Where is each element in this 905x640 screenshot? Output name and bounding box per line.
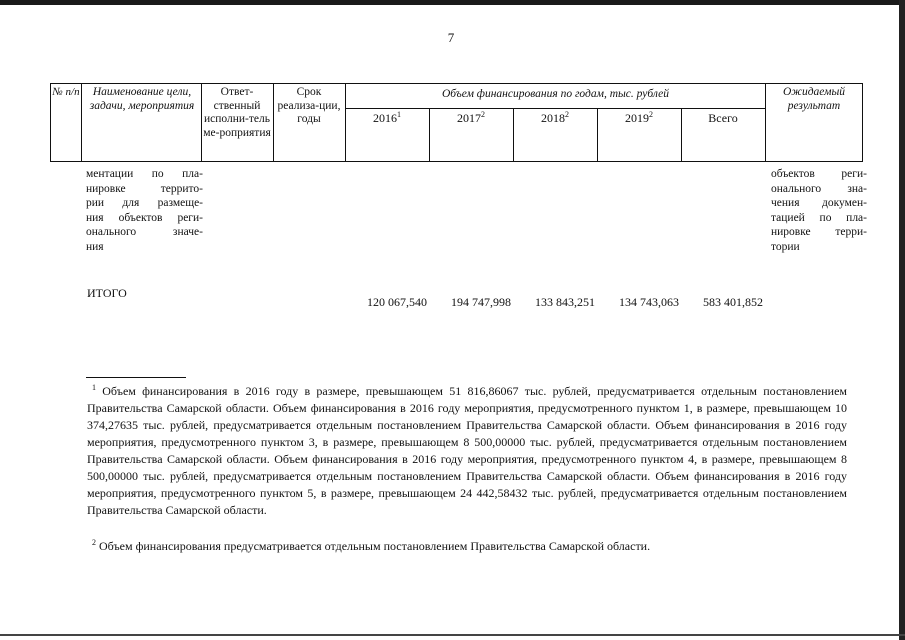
- footnote-1: [87, 383, 847, 519]
- col-divider: [81, 83, 82, 161]
- itogo-value-2017: 194 747,998: [451, 295, 511, 309]
- text-line: нировке террито-: [86, 182, 203, 195]
- header-result: Ожидаемый результат: [782, 86, 845, 112]
- text-line: тацией по пла-: [771, 211, 867, 224]
- text-line: ния объектов реги-: [86, 211, 203, 224]
- header-term: Срок реализа-ции, годы: [277, 86, 341, 125]
- col-divider: [201, 83, 202, 161]
- itogo-value-2018: 133 843,251: [535, 295, 595, 309]
- header-year-2018: 2018$^2$: [541, 110, 569, 125]
- footnote-marker: 2: [92, 538, 96, 547]
- header-year-2019: 2019$^2$: [625, 110, 653, 125]
- itogo-value-2019: 134 743,063: [619, 295, 679, 309]
- text-line: тории: [771, 240, 800, 253]
- footnote-marker: 1: [92, 383, 96, 392]
- text-line: онального зна-: [771, 182, 867, 195]
- text-line: ния: [86, 240, 104, 253]
- header-year-2017: 2017$^2$: [457, 110, 485, 125]
- footnote-text: Объем финансирования в 2016 году в размере, превышающем 51 816,86067 тыс. рублей, предусматривается отдельным постановлением Правительства Самарской области. Объем финансирования в 2016 году мероприятия, предусмотренного пунктом 1, в размере, превышающем 10 374,27635 тыс. рублей, предусматривается отдельным постановлением Правительства Самарской области. Объем финансирования в 2016 году мероприятия, предусмотренного пунктом 3, в размере, превышающем 8 500,00000 тыс. рублей, предусматривается отдельным постановлением Правительства Самарской области. Объем финансирования в 2016 году мероприятия, предусмотренного пунктом 4, в размере, превышающем 8 500,00000 тыс. рублей, предусматривается отдельным постановлением Правительства Самарской области. Объем финансирования в 2016 году мероприятия, предусмотренного пунктом 5, в размере, превышающем 24 442,58432 тыс. рублей, предусматривается отдельным постановлением Правительства Самарской области.: [87, 384, 848, 517]
- text-line: объектов реги-: [771, 168, 867, 180]
- continued-name-cell: [86, 167, 203, 255]
- col-divider: [862, 83, 863, 161]
- footnote-text: Объем финансирования предусматривается отдельным постановлением Правительства Самарской области.: [99, 539, 651, 553]
- header-total: Всего: [708, 111, 738, 125]
- page-number: 7: [447, 30, 455, 45]
- header-name: Наименование цели, задачи, мероприятия: [89, 86, 195, 112]
- itogo-label: ИТОГО: [87, 286, 127, 300]
- funding-subheader-rule: [345, 108, 765, 109]
- text-line: чения докумен-: [771, 197, 867, 210]
- footnote-separator: [86, 377, 186, 378]
- itogo-value-2016: 120 067,540: [367, 295, 427, 309]
- header-year-2016: 2016$^1$: [373, 110, 401, 125]
- header-no: № п/п: [52, 86, 80, 98]
- text-line: ментации по пла-: [86, 168, 203, 180]
- text-line: онального значе-: [86, 226, 203, 239]
- text-line: рии для размеще-: [86, 197, 203, 210]
- scan-border-bottom: [0, 634, 905, 636]
- scan-border-right: [899, 0, 905, 640]
- text-line: нировке терри-: [771, 226, 867, 239]
- header-responsible: Ответ-ственный исполни-тель ме-роприятия: [203, 86, 271, 139]
- footnote-2: [87, 538, 847, 555]
- col-divider: [765, 83, 766, 161]
- col-divider: [273, 83, 274, 161]
- itogo-value-total: 583 401,852: [703, 295, 763, 309]
- header-funding: Объем финансирования по годам, тыс. рублей: [442, 88, 669, 100]
- scan-border-top: [0, 0, 905, 5]
- continued-result-cell: [771, 167, 867, 255]
